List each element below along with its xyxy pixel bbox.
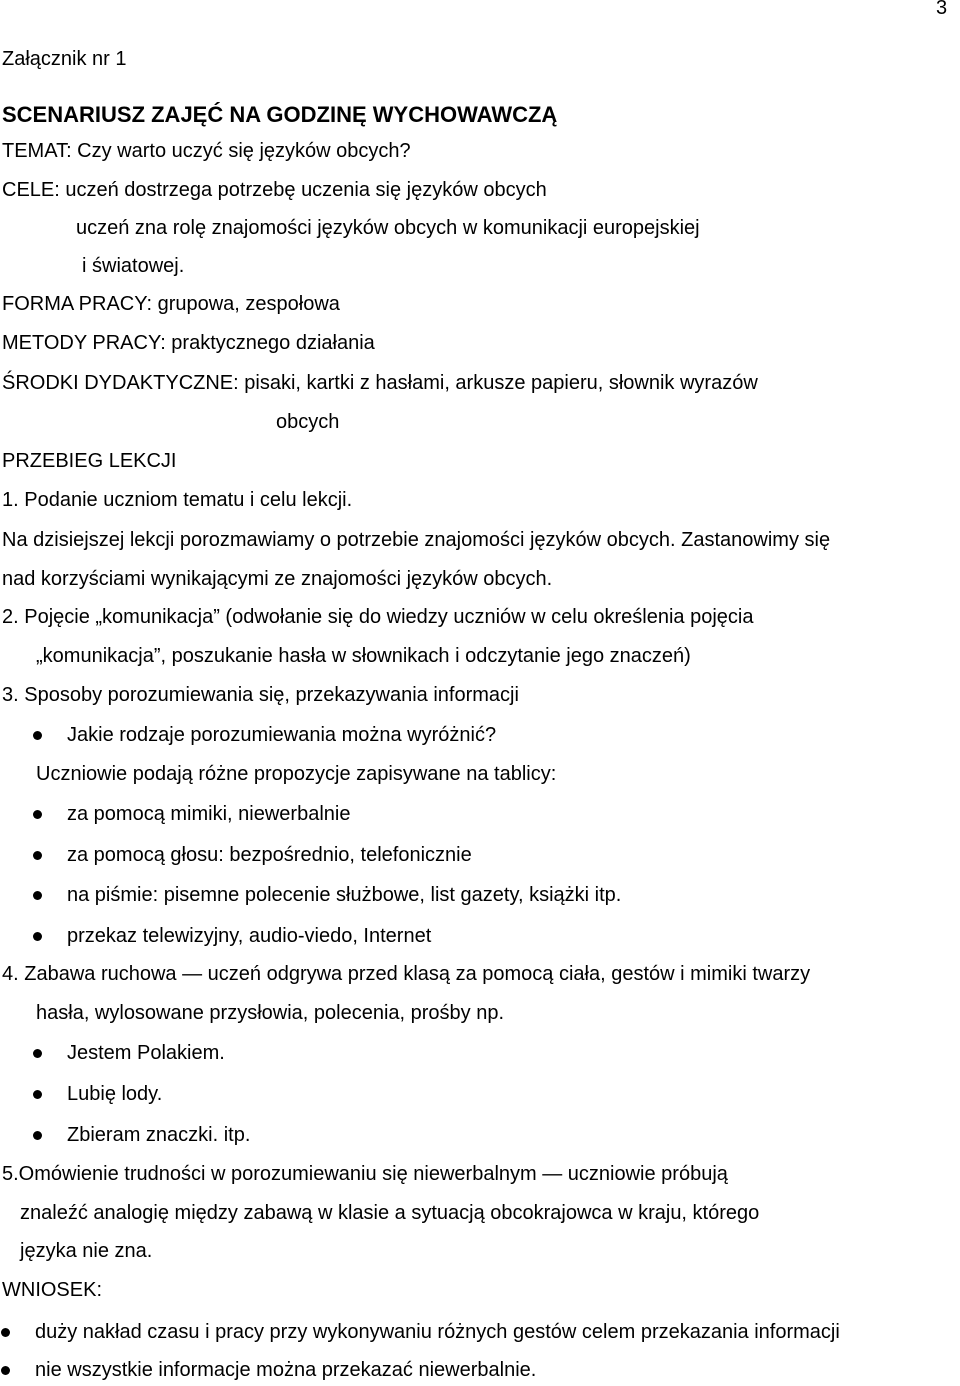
list-item: Lubię lody. — [67, 1083, 163, 1105]
bullet-icon — [33, 891, 42, 900]
step5-text: języka nie zna. — [20, 1240, 153, 1262]
bullet-icon — [33, 1090, 42, 1099]
bullet-icon — [1, 1366, 10, 1375]
work-form: FORMA PRACY: grupowa, zespołowa — [2, 293, 340, 315]
lesson-topic: TEMAT: Czy warto uczyć się języków obcych? — [2, 140, 411, 162]
list-item: duży nakład czasu i pracy przy wykonywaniu różnych gestów celem przekazania informacji — [35, 1321, 840, 1343]
bullet-icon — [33, 1131, 42, 1140]
list-item: za pomocą głosu: bezpośrednio, telefonicznie — [67, 844, 472, 866]
goal-line: i światowej. — [82, 255, 185, 277]
teaching-aids: ŚRODKI DYDAKTYCZNE: pisaki, kartki z hasłami, arkusze papieru, słownik wyrazów — [2, 372, 758, 394]
list-item: Zbieram znaczki. itp. — [67, 1124, 251, 1146]
goal-line: uczeń zna rolę znajomości języków obcych w komunikacji europejskiej — [76, 217, 700, 239]
goal-line: CELE: uczeń dostrzega potrzebę uczenia się języków obcych — [2, 179, 547, 201]
step3-question: Jakie rodzaje porozumiewania można wyróżnić? — [67, 724, 497, 746]
bullet-icon — [1, 1328, 10, 1337]
bullet-icon — [33, 1049, 42, 1058]
list-item: przekaz telewizyjny, audio-viedo, Internet — [67, 925, 432, 947]
step4-text: 4. Zabawa ruchowa — uczeń odgrywa przed klasą za pomocą ciała, gestów i mimiki twarzy — [2, 963, 811, 985]
document-title: SCENARIUSZ ZAJĘĆ NA GODZINĘ WYCHOWAWCZĄ — [2, 102, 558, 127]
step2-text: 2. Pojęcie „komunikacja” (odwołanie się do wiedzy uczniów w celu określenia pojęcia — [2, 606, 754, 628]
list-item: na piśmie: pisemne polecenie służbowe, list gazety, książki itp. — [67, 884, 622, 906]
step3-heading: 3. Sposoby porozumiewania się, przekazywania informacji — [2, 684, 519, 706]
step2-text: „komunikacja”, poszukanie hasła w słownikach i odczytanie jego znaczeń) — [36, 645, 691, 667]
teaching-aids-cont: obcych — [276, 411, 340, 433]
step3-intro: Uczniowie podają różne propozycje zapisywane na tablicy: — [36, 763, 557, 785]
step1-text: nad korzyściami wynikającymi ze znajomości języków obcych. — [2, 568, 553, 590]
step4-text: hasła, wylosowane przysłowia, polecenia, prośby np. — [36, 1002, 505, 1024]
bullet-icon — [33, 731, 42, 740]
bullet-icon — [33, 810, 42, 819]
list-item: Jestem Polakiem. — [67, 1042, 225, 1064]
list-item: za pomocą mimiki, niewerbalnie — [67, 803, 351, 825]
list-item: nie wszystkie informacje można przekazać niewerbalnie. — [35, 1359, 537, 1381]
annex-label: Załącznik nr 1 — [2, 48, 127, 70]
conclusion-heading: WNIOSEK: — [2, 1279, 103, 1301]
page-number: 3 — [936, 0, 948, 19]
step5-text: znaleźć analogię między zabawą w klasie a sytuacją obcokrajowca w kraju, którego — [20, 1202, 760, 1224]
work-methods: METODY PRACY: praktycznego działania — [2, 332, 375, 354]
bullet-icon — [33, 851, 42, 860]
step1-text: Na dzisiejszej lekcji porozmawiamy o potrzebie znajomości języków obcych. Zastanowimy się — [2, 529, 831, 551]
step5-text: 5.Omówienie trudności w porozumiewaniu się niewerbalnym — uczniowie próbują — [2, 1163, 728, 1185]
bullet-icon — [33, 932, 42, 941]
step1-heading: 1. Podanie uczniom tematu i celu lekcji. — [2, 489, 353, 511]
lesson-course-heading: PRZEBIEG LEKCJI — [2, 450, 177, 472]
